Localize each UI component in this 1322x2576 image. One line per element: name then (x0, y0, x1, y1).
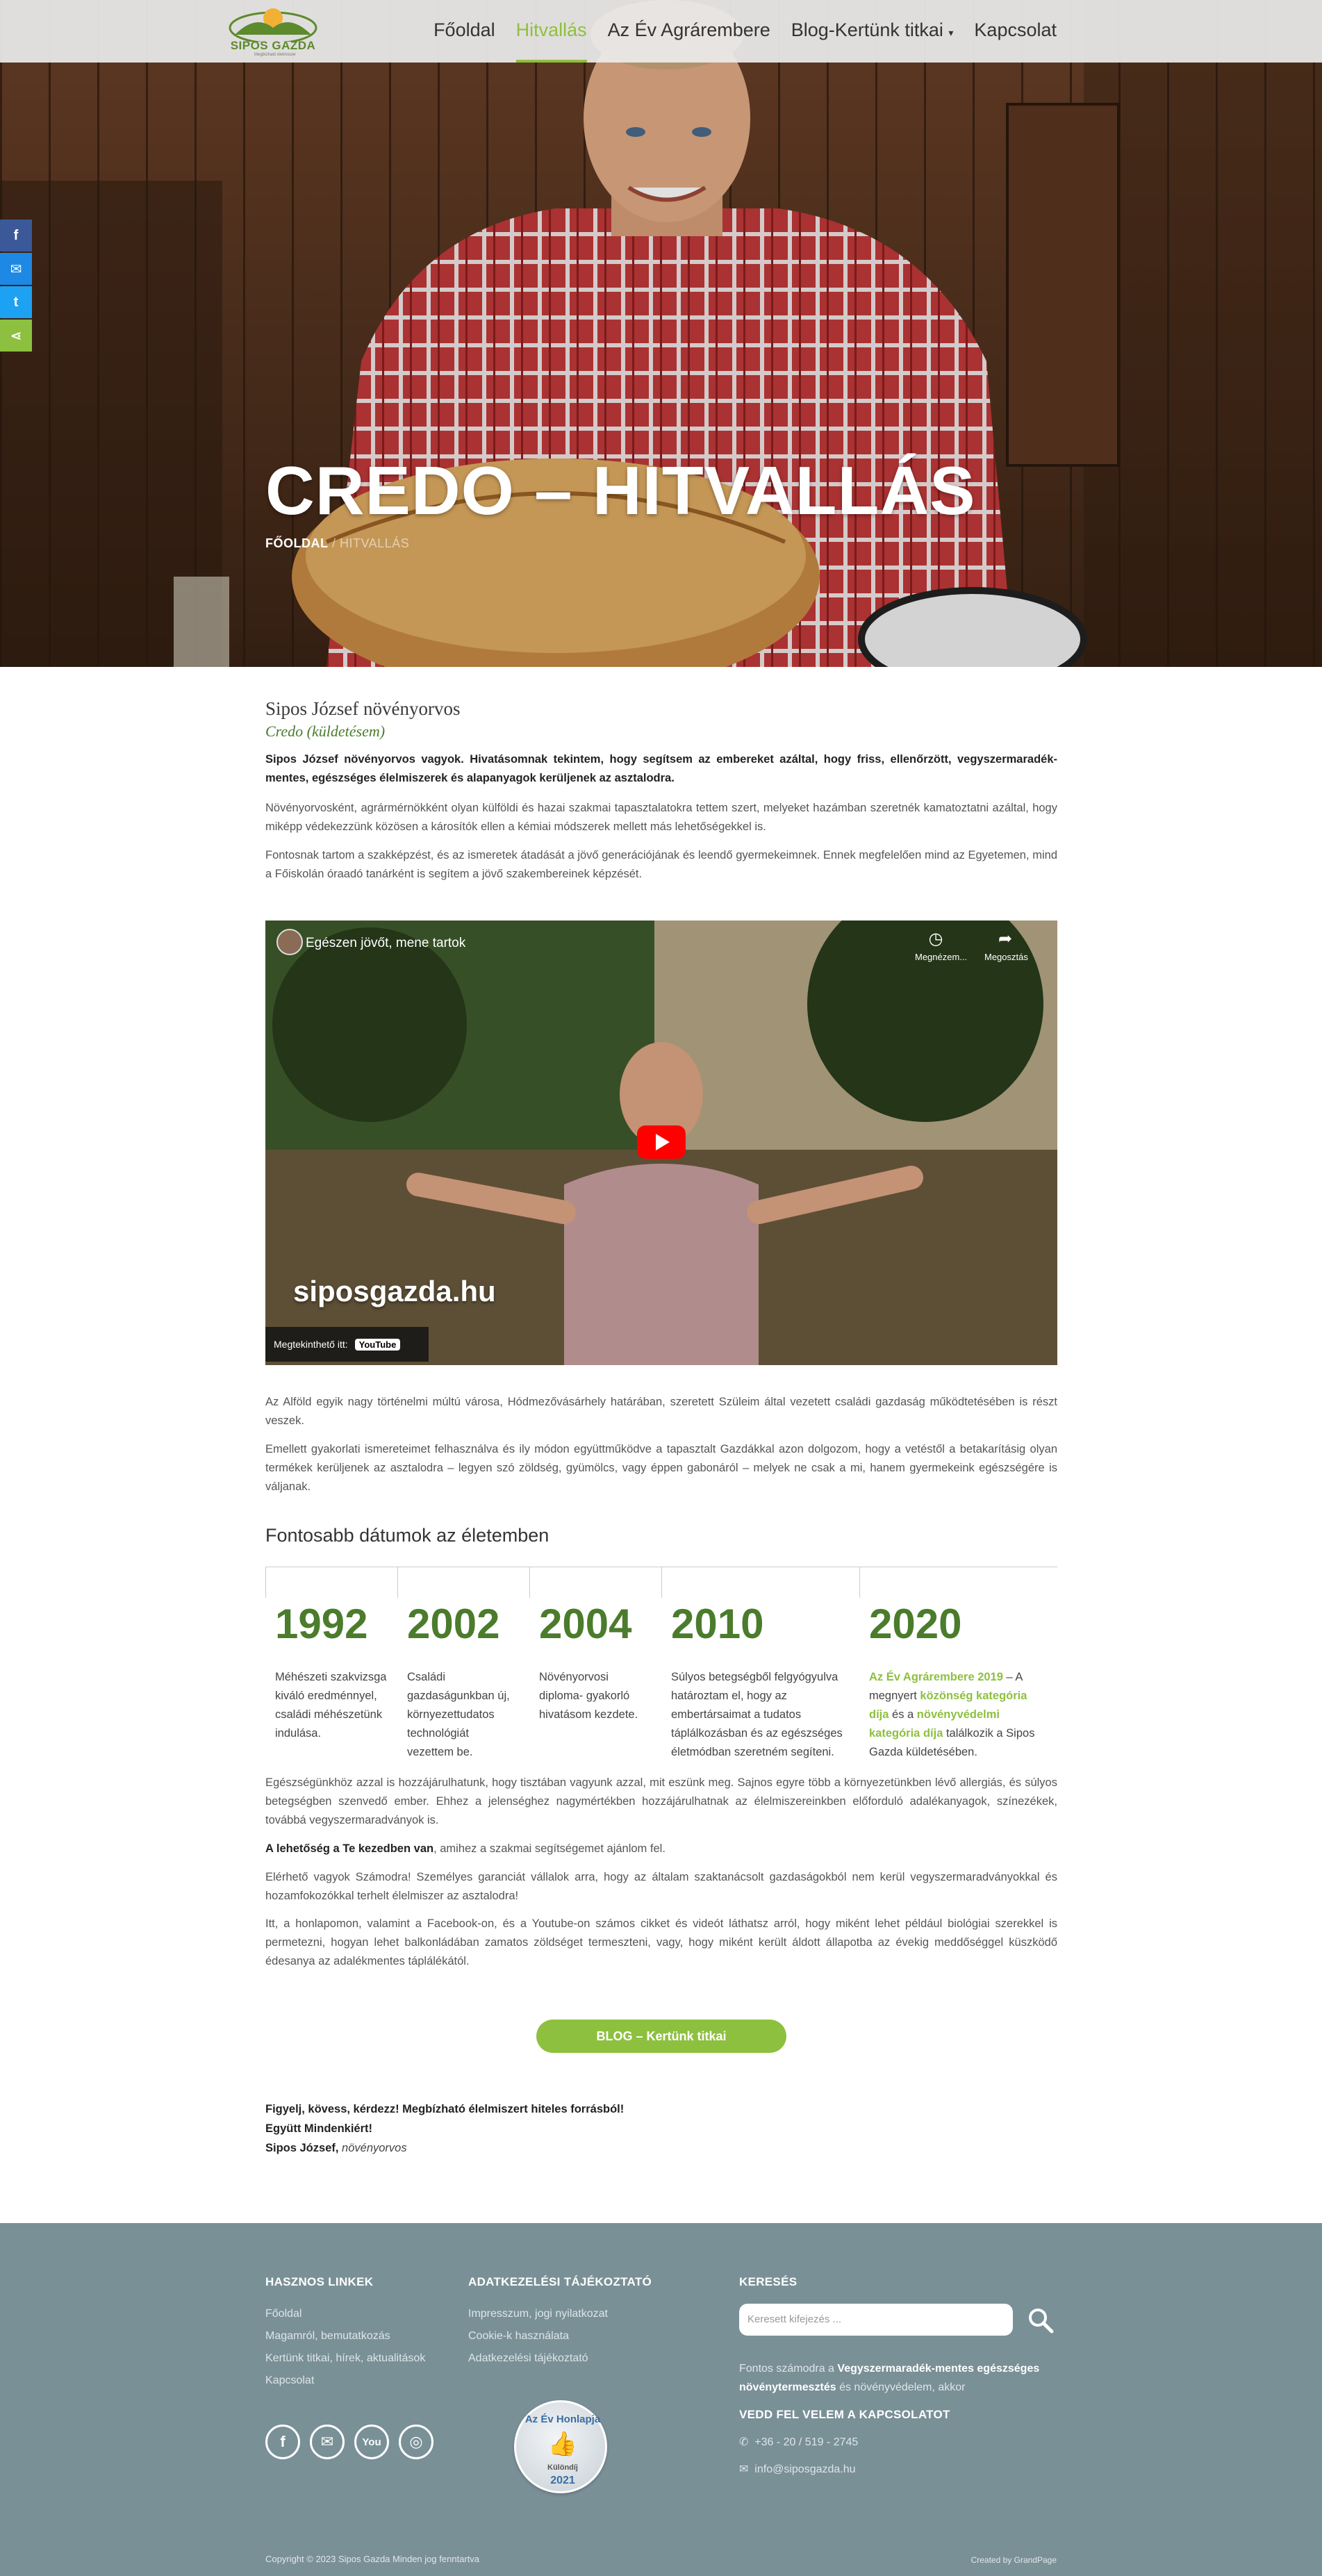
timeline-text: Családi gazdaságunkban új, környezettudatos technológiát vezettem be. (407, 1671, 510, 1758)
share-label: Megosztás (984, 952, 1028, 962)
search-input[interactable]: Keresett kifejezés ... (739, 2304, 1013, 2336)
timeline-text: Növényorvosi diploma- gyakorló hivatásom kezdete. (539, 1671, 638, 1721)
site-logo[interactable] (221, 0, 332, 61)
signature-line-1: Figyelj, kövess, kérdezz! Megbízható élelmiszert hiteles forrásból! (265, 2103, 625, 2115)
timeline-year: 1992 (275, 1601, 368, 1647)
logo-mark-icon (221, 0, 332, 42)
footer-link-privacy[interactable]: Adatkezelési tájékoztató (468, 2352, 588, 2364)
signature-line-3: Sipos József, növényorvos (265, 2142, 407, 2154)
hero-photo (0, 0, 1322, 667)
timeline-year: 2002 (407, 1601, 500, 1647)
social-share-bar (0, 220, 32, 353)
lower-paragraph-4: Itt, a honlapomon, valamint a Facebook-on, és a Youtube-on számos cikket és videót láthatsz arról, hogy miként lehet például biológiai szerekkel is permetezni, hogyan lehet balkonládában zamatos zöldséget termeszteni, vagy, hogy miként került áldott állapotba az évekig meddőséggel küszködő édesanya az adalékmentes táplálékától. (265, 1917, 1057, 1967)
watch-later-button[interactable] (915, 929, 968, 962)
share-icon[interactable]: ⋖ (0, 320, 32, 352)
breadcrumb-current: HITVALLÁS (340, 536, 410, 550)
share-arrow-icon: ➦ (998, 930, 1013, 948)
mid-paragraph-1: Az Alföld egyik nagy történelmi múltú városa, Hódmezővásárhely határában, szeretett Szüleim által vezetett családi gazdaság működtetésében is részt veszek. (265, 1396, 1057, 1427)
lower-paragraph-3: Elérhető vagyok Számodra! Személyes garanciát vállalok arra, hogy az általam szaktanácsolt gazdaságokból nem kerül vegyszermaradványokkal és hozamfokozókkal terhelt élelmiszer az asztalodra! (265, 1871, 1057, 1902)
phone-icon: ✆ (739, 2436, 749, 2448)
youtube-logo-icon: YouTube (355, 1339, 401, 1351)
footer-search-heading: KERESÉS (739, 2275, 798, 2288)
share-button[interactable] (984, 929, 1026, 962)
timeline-year: 2020 (869, 1601, 962, 1647)
play-button[interactable] (637, 1125, 686, 1159)
logo-text: SIPOS GAZDA (230, 39, 316, 52)
chevron-down-icon: ▾ (948, 27, 954, 38)
logo-tagline: Megbízható élelmiszer (254, 53, 297, 57)
video-title[interactable]: Egészen jövőt, mene tartok (306, 936, 466, 950)
intro-paragraph-1 (265, 750, 1057, 788)
footer-links-heading: HASZNOS LINKEK (265, 2275, 374, 2288)
footer-link-cookies[interactable]: Cookie-k használata (468, 2330, 569, 2342)
nav-item-blog-label: Blog-Kertünk titkai (791, 19, 943, 40)
video-watermark: siposgazda.hu (293, 1275, 496, 1307)
blog-button[interactable]: BLOG – Kertünk titkai (536, 2020, 786, 2053)
novenyvedelmi-dij-link[interactable]: növényvédelmi kategória díja (869, 1708, 1000, 1740)
timeline-text: Méhészeti szakvizsga kiváló eredménnyel, családi méhészetünk indulása. (275, 1671, 387, 1740)
footer-link-home[interactable]: Főoldal (265, 2308, 302, 2320)
watch-later-label: Megnézem... (915, 952, 968, 962)
timeline-heading: Fontosabb dátumok az életemben (265, 1525, 550, 1546)
mid-paragraph-2: Emellett gyakorlati ismereteimet felhasználva és ily módon együttműködve a tapasztalt Gazdákkal azon dolgozom, hogy a vetéstől a betakarításig olyan termékek kerüljenek az asztalodra – legyen szó zöldség, gyümölcs, vagy éppen gabonáról – melyek ne csak a mi, hanem gyermekeink egészségére is váljanak. (265, 1443, 1057, 1493)
footer-link-about[interactable]: Magamról, bemutatkozás (265, 2330, 390, 2342)
instagram-icon[interactable]: ◎ (399, 2425, 433, 2459)
nav-item-home[interactable]: Főoldal (433, 19, 495, 40)
footer-contact-heading: VEDD FEL VELEM A KAPCSOLATOT (739, 2408, 950, 2421)
thumbs-up-icon: 👍 (547, 2431, 578, 2457)
messenger-share-icon[interactable]: ✉ (0, 253, 32, 285)
footer-email[interactable]: ✉ info@siposgazda.hu (739, 2463, 856, 2475)
lower-paragraph-1: Egészségünkhöz azzal is hozzájárulhatunk, hogy tisztában vagyunk azzal, mit eszünk meg. Sajnos egyre több a környezetünkben lévő allergiás, és súlyos betegségben szenvedő ember. Ehhez a jelenséghez nagymértékben hozzájárulhatnak az élelmiszereinkben előforduló adalékanyagok, színezékek, továbbá vegyszermaradványok is. (265, 1776, 1057, 1826)
kozonseg-dij-link[interactable]: közönség kategória díja (869, 1690, 1027, 1721)
signature-block (265, 2099, 624, 2158)
timeline-text: Súlyos betegségből felgyógyulva határoztam el, hogy az embertársaimat a tudatos táplálkozásban és az egészséges életmódban szeretném segíteni. (671, 1671, 843, 1758)
timeline (265, 1567, 1057, 1775)
hero-banner (0, 0, 1322, 667)
lower-paragraph-2: A lehetőség a Te kezedben van, amihez a szakmai segítségemet ajánlom fel. (265, 1842, 666, 1855)
nav-item-credo[interactable]: Hitvallás (516, 0, 587, 63)
search-icon[interactable] (1027, 2306, 1055, 2334)
facebook-icon[interactable]: f (265, 2425, 300, 2459)
clock-icon: ◷ (928, 930, 943, 948)
breadcrumb (265, 536, 409, 551)
footer-link-blog[interactable]: Kertünk titkai, hírek, aktualitások (265, 2352, 426, 2364)
intro-paragraph-2: Növényorvosként, agrármérnökként olyan külföldi és hazai szakmai tapasztalatokra tettem szert, melyeket hazámban szeretnék kamatoztatni azáltal, hogy miképp védekezzünk közösen a károsítók ellen a kémiai módszerek mellett más lehetőségekkel is. (265, 802, 1057, 833)
award-badge-title: Az Év Honlapja (524, 2413, 601, 2425)
intro-heading: Sipos József növényorvos (265, 698, 461, 719)
email-icon[interactable]: ✉ (310, 2425, 345, 2459)
footer-blurb: Fontos számodra a Vegyszermaradék-mentes egészséges növénytermesztés és növényvédelem, akkor (739, 2363, 1040, 2393)
watch-on-youtube[interactable] (265, 1327, 429, 1362)
intro-subheading: Credo (küldetésem) (265, 723, 386, 740)
timeline-year: 2004 (539, 1601, 632, 1647)
intro-paragraph-3: Fontosnak tartom a szakképzést, és az ismeretek átadását a jövő generációjának és leendő gyermekeimnek. Ennek megfelelően mind az Egyetemen, mind a Főiskolán óraadó tanárként is segítem a jövő szakembereinek képzését. (265, 849, 1057, 880)
award-badge-category: Különdíj (547, 2463, 578, 2472)
nav-item-agrarember[interactable]: Az Év Agrárembere (607, 19, 770, 40)
award-badge (514, 2400, 607, 2493)
nav-item-contact[interactable]: Kapcsolat (974, 19, 1057, 40)
timeline-year: 2010 (671, 1601, 764, 1647)
footer-phone[interactable]: ✆ +36 - 20 / 519 - 2745 (739, 2436, 859, 2448)
site-footer (0, 2223, 1322, 2576)
main-nav (433, 0, 1057, 63)
timeline-text: Az Év Agrárembere 2019 – A megnyert közönség kategória díja és a növényvédelmi kategória díja találkozik a Sipos Gazda küldetésében. (869, 1671, 1035, 1758)
watch-on-label: Megtekinthető itt: (274, 1339, 348, 1350)
mail-icon: ✉ (739, 2463, 749, 2475)
agrarember-link[interactable]: Az Év Agrárembere 2019 (869, 1671, 1003, 1683)
signature-line-2: Együtt Mindenkiért! (265, 2122, 373, 2135)
youtube-icon[interactable]: You (354, 2425, 389, 2459)
twitter-share-icon[interactable]: t (0, 286, 32, 318)
page-title: CREDO – HITVALLÁS (265, 452, 976, 529)
nav-item-blog[interactable] (791, 0, 954, 63)
channel-avatar[interactable] (276, 929, 303, 955)
copyright: Copyright © 2023 Sipos Gazda Minden jog fenntartva (265, 2554, 480, 2564)
lower-p2-bold: A lehetőség a Te kezedben van (265, 1842, 434, 1855)
footer-link-impressum[interactable]: Impresszum, jogi nyilatkozat (468, 2308, 608, 2320)
youtube-video-embed[interactable] (265, 920, 1057, 1365)
credit[interactable]: Created by GrandPage (970, 2555, 1057, 2565)
intro-p1-text: Sipos József növényorvos vagyok. Hivatásomnak tekintem, hogy segítsem az embereket azáltal, hogy friss, ellenőrzött, vegyszermaradék-mentes, egészséges élelmiszerek és alapanyagok kerüljenek az asztalodra. (265, 753, 1057, 784)
award-badge-year: 2021 (550, 2475, 575, 2486)
footer-link-contact[interactable]: Kapcsolat (265, 2375, 315, 2386)
facebook-share-icon[interactable]: f (0, 220, 32, 251)
breadcrumb-home[interactable]: FŐOLDAL (265, 536, 329, 550)
footer-privacy-heading: ADATKEZELÉSI TÁJÉKOZTATÓ (468, 2275, 652, 2288)
site-header (0, 0, 1322, 63)
breadcrumb-separator: / (328, 536, 340, 550)
